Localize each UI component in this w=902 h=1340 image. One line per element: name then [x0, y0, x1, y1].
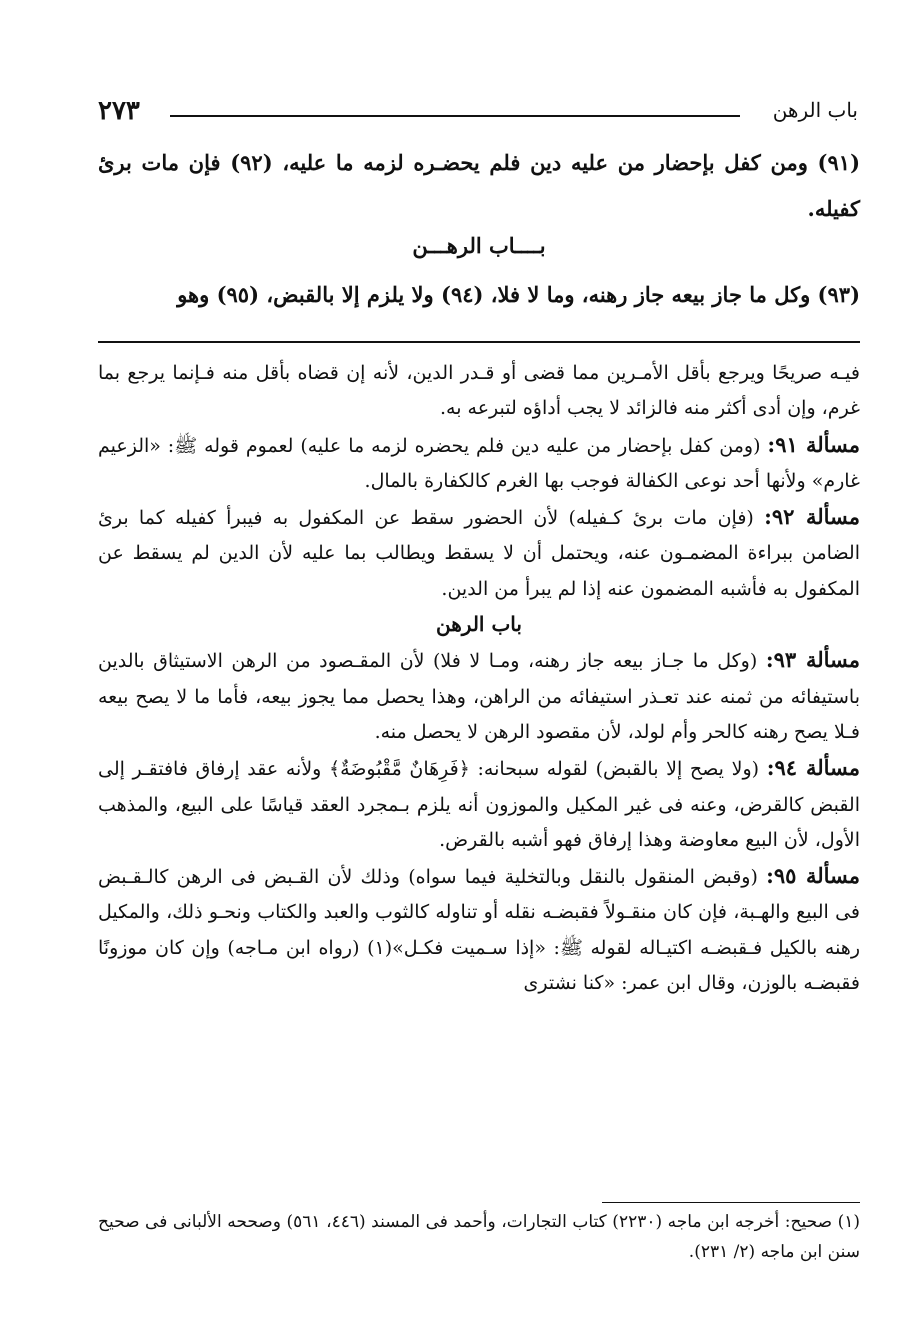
running-title: باب الرهن	[772, 98, 858, 122]
issue-95-label: مسألة ٩٥:	[766, 863, 860, 889]
page-number: ٢٧٣	[98, 96, 140, 126]
issue-92-label: مسألة ٩٢:	[764, 504, 860, 530]
issue-92-text: (فإن مات برئ كـفيله) لأن الحضور سقط عن المكفول به فيبرأ كفيله كما برئ الضامن ببراءة المضمـون عنه، ويحتمل أن لا يسقط ويطالب بما عليه لأن الدين لم يسقط عن المكفول به فأشبه المضمون عنه إذا لم يبرأ من الدين.	[98, 507, 860, 600]
commentary-intro: فيـه صريحًا ويرجع بأقل الأمـرين مما قضى أو قـدر الدين، لأنه إن قضاه بأقل منه فـإنما يرجع بما غرم، وإن أدى أكثر منه فالزائد لا يجب أداؤه لتبرعه به.	[98, 362, 860, 420]
main-text-top	[98, 140, 860, 232]
footnote-1: (١) صحيح: أخرجه ابن ماجه (٢٢٣٠) كتاب التجارات، وأحمد فى المسند (٤٤٦، ٥٦١) وصححه الألبانى فى صحيح سنن ابن ماجه (٢/ ٢٣١).	[98, 1212, 860, 1262]
issue-94	[98, 750, 860, 858]
main-chapter-heading: بــــاب الرهـــن	[412, 233, 546, 258]
issue-95-text: (وقبض المنقول بالنقل وبالتخلية فيما سواه) وذلك لأن القـبض فى الرهن كالـقـبض فى البيع والهـبة، فإن كان منقـولاً فقبضـه نقله أو تناوله كالثوب والعبد والكتاب ونحـو ذلك، والمكيل رهنه بالكيل فـقبضـه اكتيـاله لقوله ﷺ: «إذا سـميت فكـل»(١) (رواه ابن مـاجه) وإن كان موزونًا فقبضـه بالوزن، وقال ابن عمر: «كنا نشترى	[98, 866, 860, 995]
issue-91	[98, 427, 860, 500]
main-paragraph-1: (٩١) ومن كفل بإحضار من عليه دين فلم يحضـره لزمه ما عليه، (٩٢) فإن مات برئ كفيله.	[98, 150, 860, 221]
page-header	[98, 96, 858, 136]
commentary-chapter-heading: باب الرهن	[436, 612, 522, 637]
issue-92	[98, 499, 860, 607]
main-paragraph-2: (٩٣) وكل ما جاز بيعه جاز رهنه، وما لا فلا، (٩٤) ولا يلزم إلا بالقبض، (٩٥) وهو	[177, 282, 860, 307]
issue-93	[98, 642, 860, 750]
issue-94-label: مسألة ٩٤:	[766, 755, 860, 781]
header-rule	[170, 115, 740, 117]
issue-94-text: (ولا يصح إلا بالقبض) لقوله سبحانه: ﴿فَرِهَانٌ مَّقْبُوضَةٌ﴾ ولأنه عقد إرفاق فافتقـر إلى القبض كالقرض، وعنه فى غير المكيل والموزون أنه يلزم بـمجرد العقد قياسًا على البيع، والمذهب الأول، لأن البيع معاوضة وهذا إرفاق فهو أشبه بالقرض.	[98, 758, 860, 851]
issue-93-text: (وكل ما جـاز بيعه جاز رهنه، ومـا لا فلا) لأن المقـصود من الرهن الاستيثاق بالدين باستيفائه من ثمنه عند تعـذر استيفائه من الراهن، وهذا يحصل مما يجوز بيعه، فأما ما لا يصح بيعه فـلا يصح رهنه كالحر وأم لولد، لأن مقصود الرهن لا يحصل منه.	[98, 650, 860, 743]
main-text-bottom	[98, 272, 860, 318]
issue-91-text: (ومن كفل بإحضار من عليه دين فلم يحضره لزمه ما عليه) لعموم قوله ﷺ: «الزعيم غارم» ولأنها أحد نوعى الكفالة فوجب بها الغرم كالكفارة بالمال.	[98, 434, 860, 492]
issue-93-label: مسألة ٩٣:	[765, 647, 861, 673]
issue-95	[98, 858, 860, 1001]
footnotes	[98, 1207, 860, 1267]
text-commentary-separator	[98, 341, 860, 343]
footnote-rule	[602, 1202, 860, 1203]
commentary	[98, 356, 860, 1001]
issue-91-label: مسألة ٩١:	[767, 431, 860, 457]
